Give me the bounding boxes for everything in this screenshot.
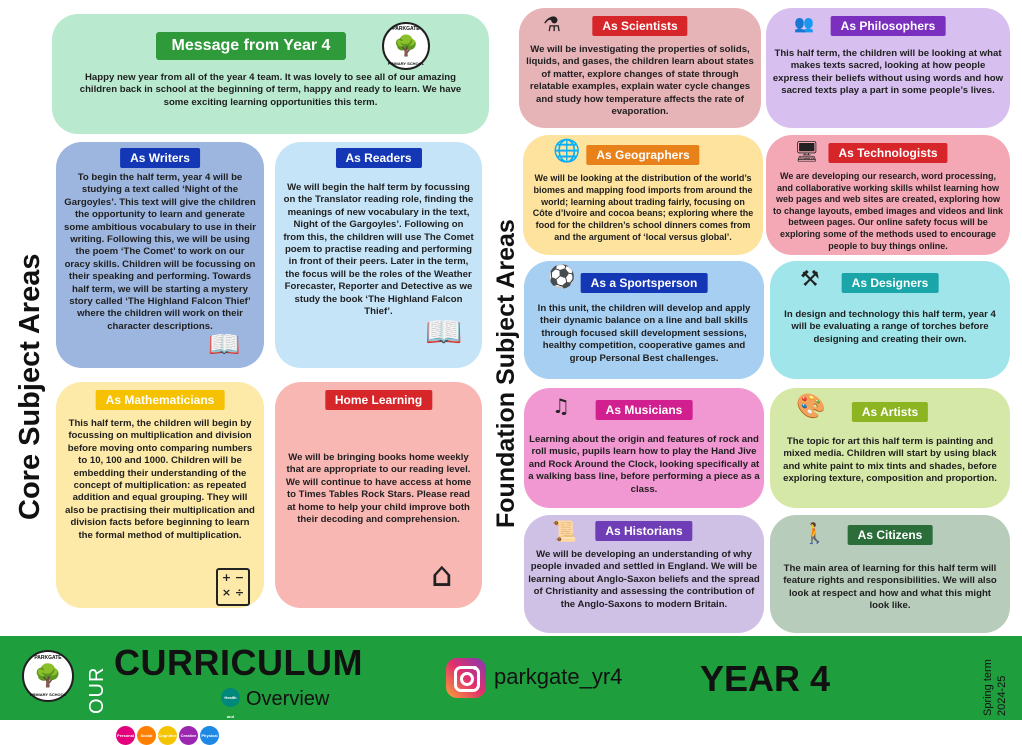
music-notes-icon: ♫ [552, 394, 570, 418]
footer-badge-top: PARKGATE [34, 655, 62, 661]
globe-icon: 🌐 [553, 139, 581, 164]
instagram-icon[interactable] [446, 658, 486, 698]
calculator-icon: + − × ÷ [216, 568, 250, 606]
readers-panel [275, 142, 482, 368]
chip-health-fitness: Health and Fitness [221, 688, 240, 707]
footer-overview: Overview [246, 688, 330, 710]
mathematicians-text: This half term, the children will begin by focussing on multiplication and division before moving onto comparing numbers to 10, 100 and 1000. Children will be embedding their understanding of the concept of multiplication: as repeated addition and equal grouping. They will also be practising their multiplication and division facts before beginning to learn the formal method of multiplication. [65, 418, 255, 541]
computer-icon: 🖥 [794, 139, 820, 163]
message-title: Message from Year 4 [156, 32, 346, 60]
artists-text: The topic for art this half term is painting and mixed media. Children will start by using black and white paint to mix tints and shades, before exploring texture, composition and proportion. [783, 436, 997, 485]
scientists-header: As Scientists [592, 16, 687, 36]
badge-name-top: PARKGATE [392, 26, 420, 32]
philosophers-header: As Philosophers [831, 16, 946, 36]
design-tools-icon: ⚒ [800, 267, 820, 292]
foundation-subject-areas-label: Foundation Subject Areas [492, 219, 520, 528]
mathematicians-panel [56, 382, 264, 608]
tree-icon: 🌳 [34, 663, 62, 688]
school-badge-logo [382, 22, 430, 70]
tree-icon: 🌳 [393, 35, 419, 58]
instagram-handle[interactable]: parkgate_yr4 [494, 664, 623, 689]
artists-header: As Artists [852, 402, 928, 422]
artists-panel [770, 388, 1010, 508]
designers-panel [770, 261, 1010, 379]
book-pen-icon: 📖 [208, 330, 241, 360]
historians-panel [524, 515, 764, 633]
musicians-text: Learning about the origin and features of rock and roll music, pupils learn how to play the Hand Jive and Rock Around the Clock, looking specifically at a walking bass line, before performing a piece as a class. [528, 434, 760, 495]
chip-physical: Physical [200, 726, 219, 745]
scientists-text: We will be investigating the properties of solids, liquids, and gases, the children learn about states of matter, explore changes of state through relatable examples, explain water cycle changes and study how temperature affects the rate of evaporation. [526, 44, 754, 118]
person-icon: 🚶 [802, 521, 827, 545]
sportsperson-header: As a Sportsperson [581, 273, 708, 293]
sportsperson-panel [524, 261, 764, 379]
footer-term: Spring term [982, 659, 994, 716]
message-panel [52, 14, 489, 134]
footer-chips [116, 688, 242, 738]
footer-school-badge [22, 650, 74, 702]
scientists-panel [519, 8, 761, 128]
home-learning-panel [275, 382, 482, 608]
readers-text: We will begin the half term by focussing on the Translator reading role, finding the meanings of new vocabulary in the text, Night of the Gargoyles’. Following on from this, the children will use The Comet poem to practise reading and performing in front of their peers. Later in the term, the focus will be the roles of the Weather Forecaster, Reporter and Detective as we study the book ‘The Highland Falcon Thief’. [283, 182, 474, 318]
technologists-text: We are developing our research, word processing, and collaborative working skills whilst learning how web pages and web sites are created, exploring how to change layouts, embed images and videos and link between pages. Our online safety focus will be exploring some of the methods used to encourage people to buy things online. [772, 171, 1004, 251]
home-learning-text: We will be bringing books home weekly that are appropriate to our reading level. We will continue to have access at home to Times Tables Rock Stars. Please read at home to help your child improve both their decoding and comprehension. [285, 452, 472, 526]
home-learning-header: Home Learning [325, 390, 432, 410]
historians-header: As Historians [595, 521, 692, 541]
technologists-header: As Technologists [828, 143, 947, 163]
badge-name-bottom: PRIMARY SCHOOL [387, 61, 425, 66]
chip-cognitive: Cognitive [158, 726, 177, 745]
chip-social: Social [137, 726, 156, 745]
geographers-text: We will be looking at the distribution of the world’s biomes and mapping food imports from around the world; learning about trading fairly, focusing on Côte d’Ivoire and cocoa beans; exploring where the food for the children’s school dinners comes from and the argument of ‘local versus global’. [532, 173, 754, 242]
footer-badge-bottom: PRIMARY SCHOOL [29, 692, 67, 697]
footer-term-years: 2024-25 [996, 675, 1008, 716]
philosophers-panel [766, 8, 1010, 128]
technologists-panel [766, 135, 1010, 255]
musicians-header: As Musicians [596, 400, 693, 420]
sportsperson-text: In this unit, the children will develop and apply their dynamic balance on a line and ball skills through focused skill development sessions, healthy competition, cooperative games and group Personal Best challenges. [537, 303, 751, 364]
citizens-header: As Citizens [848, 525, 933, 545]
writers-header: As Writers [120, 148, 200, 168]
citizens-panel [770, 515, 1010, 633]
citizens-text: The main area of learning for this half term will feature rights and responsibilities. We will also look at respect and how and what this might look like. [783, 563, 997, 612]
designers-text: In design and technology this half term, year 4 will be evaluating a range of torches before designing and creating their own. [784, 309, 996, 345]
sports-balls-icon: ⚽ [548, 265, 576, 290]
chip-creative: Creative [179, 726, 198, 745]
geographers-panel [523, 135, 763, 255]
readers-header: As Readers [335, 148, 421, 168]
message-text: Happy new year from all of the year 4 team. It was lovely to see all of our amazing children back in school at the beginning of term, happy and ready to learn. We have some exciting learning opportunities this term. [79, 72, 462, 108]
geographers-header: As Geographers [586, 145, 699, 165]
footer-year: YEAR 4 [700, 658, 831, 699]
footer-our: OUR [86, 666, 108, 714]
reading-person-icon: 📖 [425, 315, 463, 350]
mathematicians-header: As Mathematicians [96, 390, 225, 410]
musicians-panel [524, 388, 764, 508]
chip-personal: Personal [116, 726, 135, 745]
philosophers-text: This half term, the children will be looking at what makes texts sacred, looking at how people express their beliefs without using words and how sacred texts play a part in some people’s lives. [772, 48, 1004, 97]
core-subject-areas-label: Core Subject Areas [14, 253, 46, 520]
people-icon: 👥 [794, 14, 814, 33]
writers-panel [56, 142, 264, 368]
house-icon: ⌂ [431, 555, 453, 595]
scroll-icon: 📜 [552, 519, 577, 543]
palette-icon: 🎨 [796, 392, 826, 420]
historians-text: We will be developing an understanding of why people invaded and settled in England. We will be learning about Anglo-Saxon beliefs and the spread of Christianity and assessing the contribution of the Anglo-Saxons to modern Britain. [528, 549, 760, 610]
writers-text: To begin the half term, year 4 will be studying a text called ‘Night of the Gargoyles’. This text will give the children the opportunity to learn and generate some ambitious vocabulary to use in their writing. Following this, we will be using the poem ‘The Comet’ to work on our oracy skills. Children will be focussing on their speaking and performing. Towards half term, we will be starting a mystery story called ‘The Highland Falcon Thief’ where the children will work on their character descriptions. [64, 172, 256, 332]
science-icon: ⚗ [543, 12, 561, 36]
footer-curriculum: CURRICULUM [114, 642, 363, 683]
designers-header: As Designers [842, 273, 939, 293]
footer-bar [0, 636, 1022, 738]
